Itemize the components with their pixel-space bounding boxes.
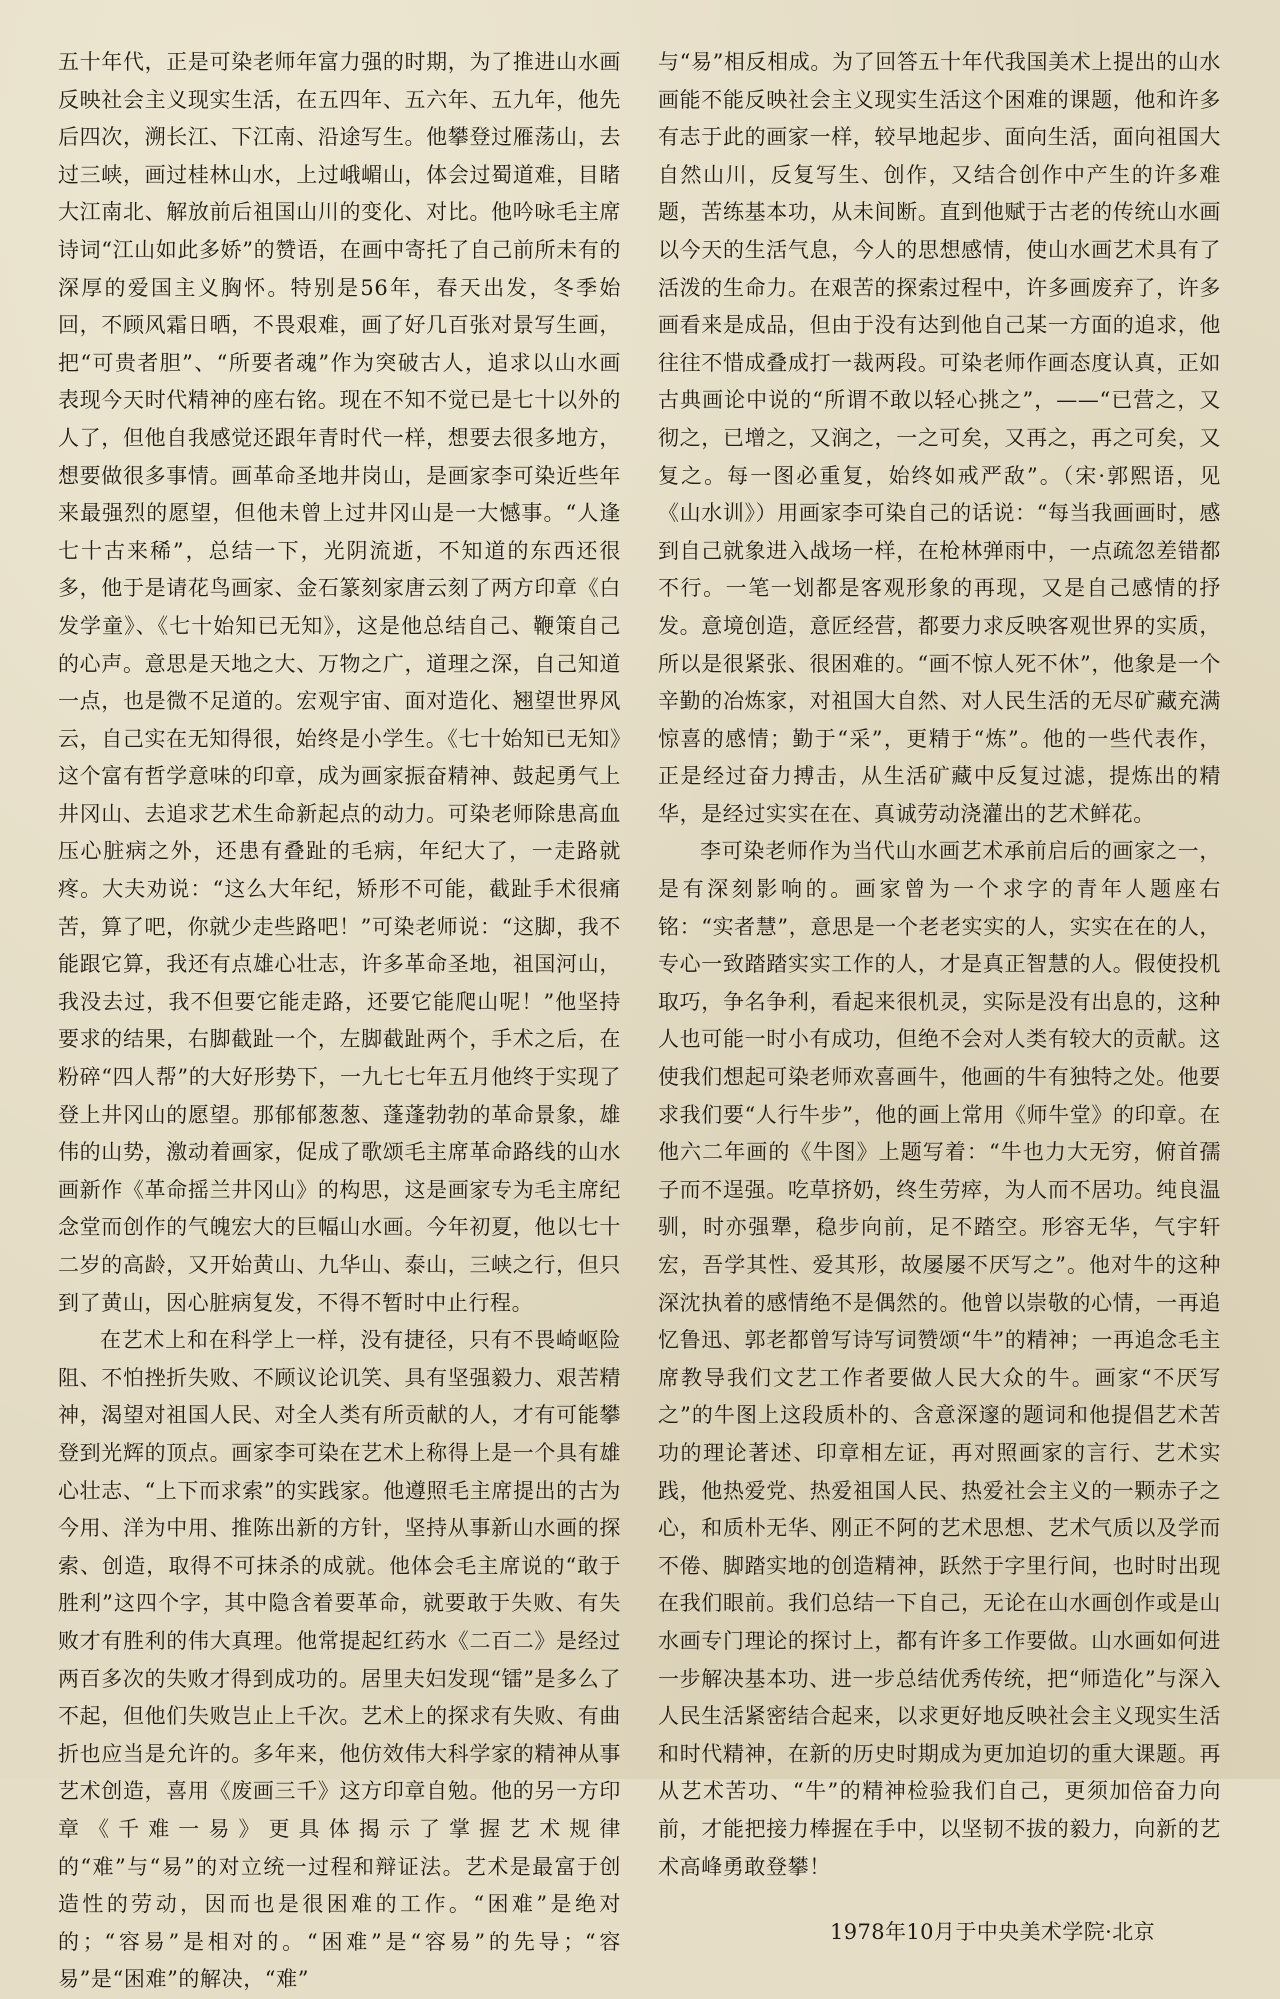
paragraph: 五十年代，正是可染老师年富力强的时期，为了推进山水画反映社会主义现实生活，在五四年、五六年、五九年，他先后四次，溯长江、下江南、沿途写生。他攀登过雁荡山，去过三峡，画过桂林山水，上过峨嵋山，体会过蜀道难，目睹大江南北、解放前后祖国山川的变化、对比。他吟咏毛主席诗词“江山如此多娇”的赞语，在画中寄托了自己前所未有的深厚的爱国主义胸怀。特别是56年，春天出发，冬季始回，不顾风霜日晒，不畏艰难，画了好几百张对景写生画，把“可贵者胆”、“所要者魂”作为突破古人，追求以山水画表现今天时代精神的座右铭。现在不知不觉已是七十以外的人了，但他自我感觉还跟年青时代一样，想要去很多地方，想要做很多事情。画革命圣地井岗山，是画家李可染近些年来最强烈的愿望，但他未曾上过井冈山是一大憾事。“人逢七十古来稀”，总结一下，光阴流逝，不知道的东西还很多，他于是请花鸟画家、金石篆刻家唐云刻了两方印章《白发学童》、《七十始知已无知》，这是他总结自己、鞭策自己的心声。意思是天地之大、万物之广，道理之深，自己知道一点，也是微不足道的。宏观宇宙、面对造化、翘望世界风云，自己实在无知得很，始终是小学生。《七十始知已无知》这个富有哲学意味的印章，成为画家振奋精神、鼓起勇气上井冈山、去追求艺术生命新起点的动力。可染老师除患高血压心脏病之外，还患有叠趾的毛病，年纪大了，一走路就疼。大夫劝说：“这么大年纪，矫形不可能，截趾手术很痛苦，算了吧，你就少走些路吧！”可染老师说：“这脚，我不能跟它算，我还有点雄心壮志，许多革命圣地，祖国河山，我没去过，我不但要它能走路，还要它能爬山呢！”他坚持要求的结果，右脚截趾一个，左脚截趾两个，手术之后，在粉碎“四人帮”的大好形势下，一九七七年五月他终于实现了登上井冈山的愿望。那郁郁葱葱、蓬蓬勃勃的革命景象，雄伟的山势，激动着画家，促成了歌颂毛主席革命路线的山水画新作《革命摇兰井冈山》的构思，这是画家专为毛主席纪念堂而创作的气魄宏大的巨幅山水画。今年初夏，他以七十二岁的高龄，又开始黄山、九华山、泰山，三峡之行，但只到了黄山，因心脏病复发，不得不暂时中止行程。	[58, 50, 621, 1315]
right-column	[658, 44, 1221, 1952]
paragraph: 李可染老师作为当代山水画艺术承前启后的画家之一，是有深刻影响的。画家曾为一个求字的青年人题座右铭：“实者慧”，意思是一个老老实实的人，实实在在的人，专心一致踏踏实实工作的人，才是真正智慧的人。假使投机取巧，争名争利，看起来很机灵，实际是没有出息的，这种人也可能一时小有成功，但绝不会对人类有较大的贡献。这使我们想起可染老师欢喜画牛，他画的牛有独特之处。他要求我们要“人行牛步”，他的画上常用《师牛堂》的印章。在他六二年画的《牛图》上题写着：“牛也力大无穷，俯首孺子而不逞强。吃草挤奶，终生劳瘁，为人而不居功。纯良温驯，时亦强犟，稳步向前，足不踏空。形容无华，气宇轩宏，吾学其性、爱其形，故屡屡不厌写之”。他对牛的这种深沈执着的感情绝不是偶然的。他曾以崇敬的心情，一再追忆鲁迅、郭老都曾写诗写词赞颂“牛”的精神；一再追念毛主席教导我们文艺工作者要做人民大众的牛。画家“不厌写之”的牛图上这段质朴的、含意深邃的题词和他提倡艺术苦功的理论著述、印章相左证，再对照画家的言行、艺术实践，他热爱党、热爱祖国人民、热爱社会主义的一颗赤子之心，和质朴无华、刚正不阿的艺术思想、艺术气质以及学而不倦、脚踏实地的创造精神，跃然于字里行间，也时时出现在我们眼前。我们总结一下自己，无论在山水画创作或是山水画专门理论的探讨上，都有许多工作要做。山水画如何进一步解决基本功、进一步总结优秀传统，把“师造化”与深入人民生活紧密结合起来，以求更好地反映社会主义现实生活和时代精神，在新的历史时期成为更加迫切的重大课题。再从艺术苦功、“牛”的精神检验我们自己，更须加倍奋力向前，才能把接力棒握在手中，以坚韧不拔的毅力，向新的艺术高峰勇敢登攀！	[658, 839, 1221, 1879]
paragraph: 在艺术上和在科学上一样，没有捷径，只有不畏崎岖险阻、不怕挫折失败、不顾议论讥笑、具有坚强毅力、艰苦精神，渴望对祖国人民、对全人类有所贡献的人，才有可能攀登到光辉的顶点。画家李可染在艺术上称得上是一个具有雄心壮志、“上下而求索”的实践家。他遵照毛主席提出的古为今用、洋为中用、推陈出新的方针，坚持从事新山水画的探索、创造，取得不可抹杀的成就。他体会毛主席说的“敢于胜利”这四个字，其中隐含着要革命，就要敢于失败、有失败才有胜利的伟大真理。他常提起红药水《二百二》是经过两百多次的失败才得到成功的。居里夫妇发现“镭”是多么了不起，但他们失败岂止上千次。艺术上的探求有失败、有曲折也应当是允许的。多年来，他仿效伟大科学家的精神从事艺术创造，喜用《废画三千》这方印章自勉。他的另一方印章《千难一易》更具体揭示了掌握艺术规律的“难”与“易”的对立统一过程和辩证法。艺术是最富于创造性的劳动，因而也是很困难的工作。“困难”是绝对的；“容易”是相对的。“困难”是“容易”的先导；“容易”是“困难”的解决，“难”	[58, 1328, 621, 1992]
left-column	[58, 44, 621, 1999]
date-signature: 1978年10月于中央美术学院·北京	[829, 1920, 1155, 1945]
paragraph: 与“易”相反相成。为了回答五十年代我国美术上提出的山水画能不能反映社会主义现实生活这个困难的课题，他和许多有志于此的画家一样，较早地起步、面向生活，面向祖国大自然山川，反复写生、创作，又结合创作中产生的许多难题，苦练基本功，从未间断。直到他赋于古老的传统山水画以今天的生活气息，今人的思想感情，使山水画艺术具有了活泼的生命力。在艰苦的探索过程中，许多画废弃了，许多画看来是成品，但由于没有达到他自己某一方面的追求，他往往不惜成叠成打一裁两段。可染老师作画态度认真，正如古典画论中说的“所谓不敢以轻心挑之”，——“已营之，又彻之，已增之，又润之，一之可矣，又再之，再之可矣，又复之。每一图必重复，始终如戒严敌”。（宋·郭熙语，见《山水训》）用画家李可染自己的话说：“每当我画画时，感到自己就象进入战场一样，在枪林弹雨中，一点疏忽差错都不行。一笔一划都是客观形象的再现，又是自己感情的抒发。意境创造，意匠经营，都要力求反映客观世界的实质，所以是很紧张、很困难的。“画不惊人死不休”，他象是一个辛勤的冶炼家，对祖国大自然、对人民生活的无尽矿藏充满惊喜的感情；勤于“采”，更精于“炼”。他的一些代表作，正是经过奋力搏击，从生活矿藏中反复过滤，提炼出的精华，是经过实实在在、真诚劳动浇灌出的艺术鲜花。	[658, 50, 1221, 826]
